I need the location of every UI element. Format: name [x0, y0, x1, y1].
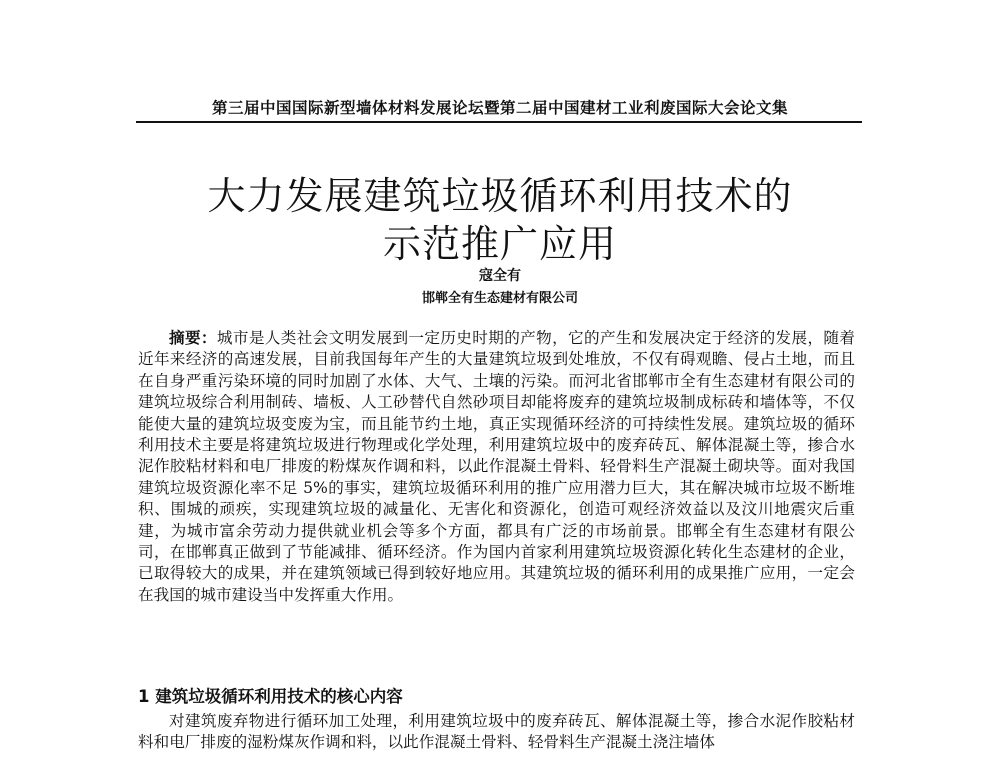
running-header: 第三届中国国际新型墙体材料发展论坛暨第二届中国建材工业利废国际大会论文集 [211, 99, 788, 117]
paper-title-line-1: 大力发展建筑垃圾循环利用技术的 [207, 174, 793, 218]
section-1-body: 对建筑废弃物进行循环加工处理，利用建筑垃圾中的废弃砖瓦、解体混凝土等，掺合水泥作胶粘材料和电厂排废的湿粉煤灰作调和料，以此作混凝土骨料、轻骨料生产混凝土浇注墙体 [138, 712, 855, 752]
abstract-label: 摘要： [169, 328, 217, 347]
section-1-heading: 1 建筑垃圾循环利用技术的核心内容 [138, 687, 403, 706]
abstract-text: 城市是人类社会文明发展到一定历史时期的产物，它的产生和发展决定于经济的发展，随着近年来经济的高速发展，目前我国每年产生的大量建筑垃圾到处堆放，不仅有碍观瞻、侵占土地，而且在自身严重污染环境的同时加剧了水体、大气、土壤的污染。而河北省邯郸市全有生态建材有限公司的建筑垃圾综合利用制砖、墙板、人工砂替代自然砂项目却能将废弃的建筑垃圾制成标砖和墙体等，不仅能使大量的建筑垃圾变废为宝，而且能节约土地，真正实现循环经济的可持续性发展。建筑垃圾的循环利用技术主要是将建筑垃圾进行物理或化学处理，利用建筑垃圾中的废弃砖瓦、解体混凝土等，掺合水泥作胶粘材料和电厂排废的粉煤灰作调和料，以此作混凝土骨料、轻骨料生产混凝土砌块等。面对我国建筑垃圾资源化率不足 5%的事实，建筑垃圾循环利用的推广应用潜力巨大，其在解决城市垃圾不断堆积、围城的顽疾，实现建筑垃圾的减量化、无害化和资源化，创造可观经济效益以及汶川地震灾后重建，为城市富余劳动力提供就业机会等多个方面，都具有广泛的市场前景。邯郸全有生态建材有限公司，在邯郸真正做到了节能减排、循环经济。作为国内首家利用建筑垃圾资源化转化生态建材的企业，已取得较大的成果，并在建筑领域已得到较好地应用。其建筑垃圾的循环利用的成果推广应用，一定会在我国的城市建设当中发挥重大作用。 [138, 329, 855, 604]
abstract [138, 327, 855, 606]
author-name: 寇全有 [479, 268, 521, 284]
author-affiliation: 邯郸全有生态建材有限公司 [421, 291, 578, 306]
header-rule [136, 121, 862, 123]
paper-title-line-2: 示范推广应用 [382, 222, 617, 266]
